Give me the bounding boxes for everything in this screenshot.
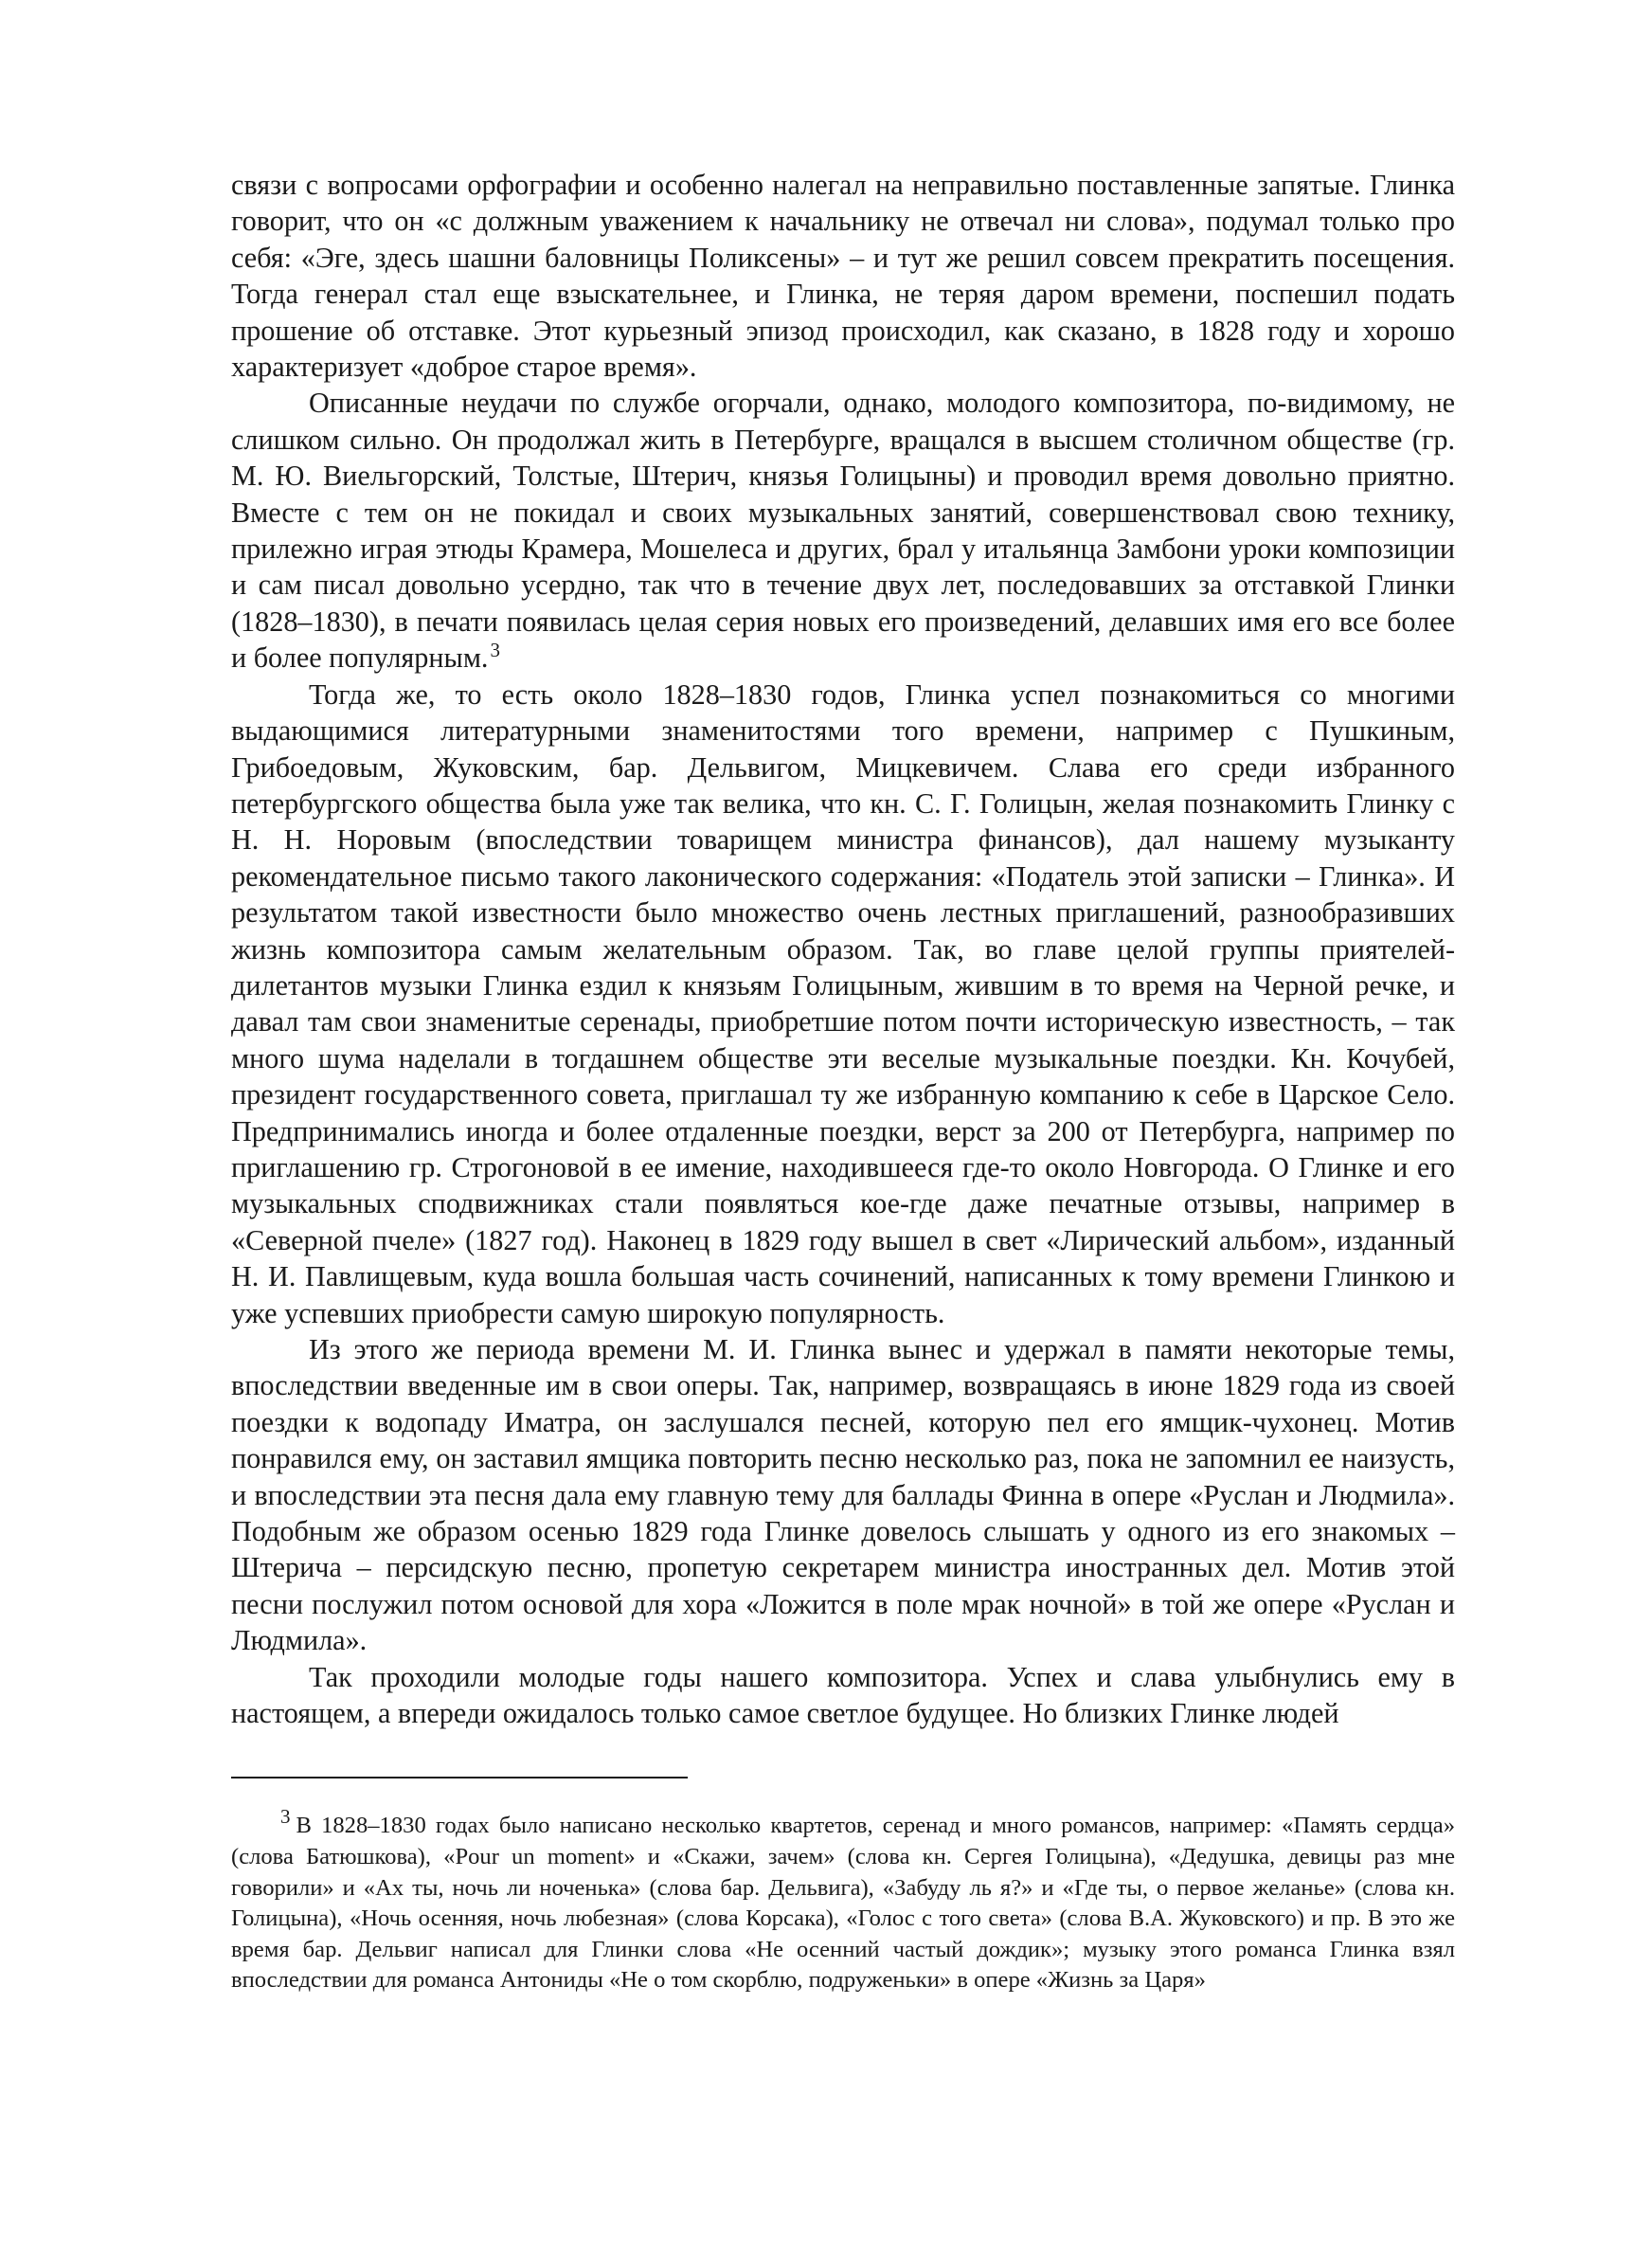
footnote-reference[interactable]: 3 <box>490 639 500 662</box>
document-page <box>231 167 1455 1996</box>
paragraph-2-text: Описанные неудачи по службе огорчали, однако, молодого композитора, по-видимому, не слишком сильно. Он продолжал жить в Петербурге, вращался в высшем столичном обществе (гр. М. Ю. Виельгорский, Толстые, Штерич, князья Голицыны) и проводил время довольно приятно. Вместе с тем он не покидал и своих музыкальных занятий, совершенствовал свою технику, прилежно играя этюды Крамера, Мошелеса и других, брал у итальянца Замбони уроки композиции и сам писал довольно усердно, так что в течение двух лет, последовавших за отставкой Глинки (1828–1830), в печати появилась целая серия новых его произведений, делавших имя его все более и более популярным. <box>231 387 1455 675</box>
footnote <box>231 1805 1455 1996</box>
paragraph-2 <box>231 385 1455 676</box>
paragraph-5: Так проходили молодые годы нашего композитора. Успех и слава улыбнулись ему в настоящем, а впереди ожидалось только самое светлое будущее. Но близких Глинке людей <box>231 1660 1455 1730</box>
paragraph-4: Из этого же периода времени М. И. Глинка вынес и удержал в памяти некоторые темы, впоследствии введенные им в свои оперы. Так, например, возвращаясь в июне 1829 года из своей поездки к водопаду Иматра, он заслушался песней, которую пел его ямщик-чухонец. Мотив понравился ему, он заставил ямщика повторить песню несколько раз, пока не запомнил ее наизусть, и впоследствии эта песня дала ему главную тему для баллады Финна в опере «Руслан и Людмила». Подобным же образом осенью 1829 года Глинке довелось слышать у одного из его знакомых – Штерича – персидскую песню, пропетую секретарем министра иностранных дел. Мотив этой песни послужил потом основой для хора «Ложится в поле мрак ночной» в той же опере «Руслан и Людмила». <box>231 1333 1455 1657</box>
paragraph-1: связи с вопросами орфографии и особенно налегал на неправильно поставленные запятые. Глинка говорит, что он «с должным уважением к начальнику не отвечал ни слова», подумал только про себя: «Эге, здесь шашни баловницы Поликсены» – и тут же решил совсем прекратить посещения. Тогда генерал стал еще взыскательнее, и Глинка, не теряя даром времени, поспешил подать прошение об отставке. Этот курьезный эпизод происходил, как сказано, в 1828 году и хорошо характеризует «доброе старое время». <box>231 169 1455 384</box>
footnote-paragraph <box>231 1805 1455 1996</box>
body-text <box>231 167 1455 1731</box>
paragraph-3: Тогда же, то есть около 1828–1830 годов, Глинка успел познакомиться со многими выдающимися литературными знаменитостями того времени, например с Пушкиным, Грибоедовым, Жуковским, бар. Дельвигом, Мицкевичем. Слава его среди избранного петербургского общества была уже так велика, что кн. С. Г. Голицын, желая познакомить Глинку с Н. Н. Норовым (впоследствии товарищем министра финансов), дал нашему музыканту рекомендательное письмо такого лаконического содержания: «Податель этой записки – Глинка». И результатом такой известности было множество очень лестных приглашений, разнообразивших жизнь композитора самым желательным образом. Так, во главе целой группы приятелей-дилетантов музыки Глинка ездил к князьям Голицыным, жившим в то время на Черной речке, и давал там свои знаменитые серенады, приобретшие потом почти историческую известность, – так много шума наделали в тогдашнем обществе эти веселые музыкальные поездки. Кн. Кочубей, президент государственного совета, приглашал ту же избранную компанию к себе в Царское Село. Предпринимались иногда и более отдаленные поездки, верст за 200 от Петербурга, например по приглашению гр. Строгоновой в ее имение, находившееся где-то около Новгорода. О Глинке и его музыкальных сподвижниках стали появляться кое-где даже печатные отзывы, например в «Северной пчеле» (1827 год). Наконец в 1829 году вышел в свет «Лирический альбом», изданный Н. И. Павлищевым, куда вошла большая часть сочинений, написанных к тому времени Глинкою и уже успевших приобрести самую широкую популярность. <box>231 677 1455 1329</box>
footnote-separator <box>231 1777 688 1779</box>
footnote-mark: 3 <box>280 1805 291 1829</box>
footnote-text: В 1828–1830 годах было написано несколько квартетов, серенад и много романсов, например: «Память сердца» (слова Батюшкова), «Pour un moment» и «Скажи, зачем» (слова кн. Сергея Голицына), «Дедушка, девицы раз мне говорили» и «Ах ты, ночь ли ноченька» (слова бар. Дельвига), «Забуду ль я?» и «Где ты, о первое желанье» (слова кн. Голицына), «Ночь осенняя, ночь любезная» (слова Корсака), «Голос с того света» (слова В.А. Жуковского) и пр. В это же время бар. Дельвиг написал для Глинки слова «Не осенний частый дождик»; музыку этого романса Глинка взял впоследствии для романса Антониды «Не о том скорблю, подруженьки» в опере «Жизнь за Царя» <box>231 1813 1455 1994</box>
